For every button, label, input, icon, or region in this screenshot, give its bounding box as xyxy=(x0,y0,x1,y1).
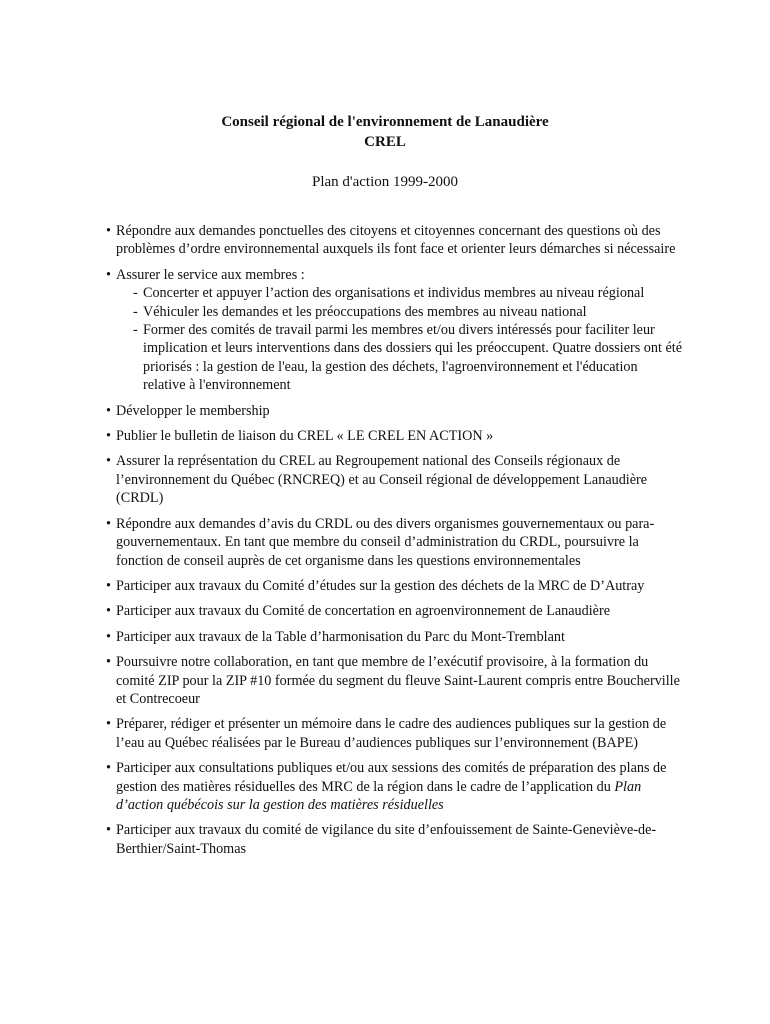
list-item-text: Poursuivre notre collaboration, en tant que membre de l’exécutif provisoire, à la formation du comité ZIP pour la ZIP #10 formée du segment du fleuve Saint-Laurent compris entre Boucherville et Contrecoeur xyxy=(116,654,680,707)
list-item-text: Participer aux travaux du Comité d’études sur la gestion des déchets de la MRC de D’Autray xyxy=(116,577,645,594)
list-item-text: Assurer le service aux membres : xyxy=(116,266,305,283)
list-item-text: Participer aux consultations publiques et/ou aux sessions des comités de préparation des plans de gestion des matières résiduelles des MRC de la région dans le cadre de l’application du xyxy=(116,760,667,795)
list-item xyxy=(106,427,682,445)
dash: - xyxy=(133,285,138,302)
list-item-text: Répondre aux demandes d’avis du CRDL ou des divers organismes gouvernementaux ou para-gouvernementaux. En tant que membre du conseil d’administration du CRDL, poursuivre la fonction de conseil auprès de cet organisme dans les questions environnementales xyxy=(116,515,655,569)
list-item xyxy=(106,266,682,395)
sublist-item xyxy=(133,284,682,302)
list-item-text: Assurer la représentation du CREL au Regroupement national des Conseils régionaux de l’environnement du Québec (RNCREQ) et au Conseil régional de développement Lanaudière (CRDL) xyxy=(116,453,648,507)
bullet: • xyxy=(106,654,111,671)
sublist-item-text: Concerter et appuyer l’action des organisations et individus membres au niveau régional xyxy=(143,285,645,302)
list-item-text: Participer aux travaux de la Table d’harmonisation du Parc du Mont-Tremblant xyxy=(116,628,565,645)
bullet: • xyxy=(106,266,111,283)
document-title-acronym: CREL xyxy=(364,134,406,150)
sublist-item xyxy=(133,303,682,321)
list-item xyxy=(106,402,682,420)
document-title: Conseil régional de l'environnement de Lanaudière xyxy=(221,114,549,130)
list-item-text: Préparer, rédiger et présenter un mémoire dans le cadre des audiences publiques sur la gestion de l’eau au Québec réalisées par le Bureau d’audiences publiques sur l’environnement (BAPE) xyxy=(116,716,667,751)
bullet: • xyxy=(106,577,111,594)
document-subtitle: Plan d'action 1999-2000 xyxy=(311,174,458,190)
list-item xyxy=(106,222,682,259)
list-item-text: Publier le bulletin de liaison du CREL « LE CREL EN ACTION » xyxy=(116,428,494,445)
list-item xyxy=(106,515,682,570)
members-service-sublist xyxy=(116,284,682,394)
plan-title-italic: Plan d’action québécois sur la gestion des matières résiduelles xyxy=(116,778,642,813)
list-item xyxy=(106,628,682,646)
list-item-text: Répondre aux demandes ponctuelles des citoyens et citoyennes concernant des questions où des problèmes d’ordre environnemental auxquels ils font face et orienter leurs démarches si nécessaire xyxy=(116,223,676,258)
bullet: • xyxy=(106,402,111,419)
bullet: • xyxy=(106,515,111,532)
action-plan-list xyxy=(106,222,682,865)
bullet: • xyxy=(106,760,111,777)
dash: - xyxy=(133,303,138,320)
bullet: • xyxy=(106,223,111,239)
list-item xyxy=(106,452,682,507)
list-item-text: Participer aux travaux du comité de vigilance du site d’enfouissement de Sainte-Geneviève-de-Berthier/Saint-Thomas xyxy=(116,822,657,857)
bullet: • xyxy=(106,822,111,839)
bullet: • xyxy=(106,716,111,733)
bullet: • xyxy=(106,428,111,445)
bullet: • xyxy=(106,628,111,645)
bullet: • xyxy=(106,603,111,620)
list-item-text: Participer aux travaux du Comité de concertation en agroenvironnement de Lanaudière xyxy=(116,603,610,620)
dash: - xyxy=(133,322,138,339)
sublist-item-text: Véhiculer les demandes et les préoccupations des membres au niveau national xyxy=(143,303,587,320)
list-item xyxy=(106,577,682,595)
list-item xyxy=(106,821,682,858)
list-item-text: Développer le membership xyxy=(116,402,270,419)
sublist-item-text: Former des comités de travail parmi les membres et/ou divers intéressés pour faciliter leur implication et leurs interventions dans des dossiers qui les préoccupent. Quatre dossiers ont été priorisés : la gestion de l'eau, la gestion des déchets, l'agroenvironnement et l'éducation relative à l'environnement xyxy=(143,322,682,394)
list-item xyxy=(106,653,682,708)
list-item xyxy=(106,715,682,752)
list-item xyxy=(106,759,682,814)
sublist-item xyxy=(133,321,682,395)
list-item xyxy=(106,602,682,620)
bullet: • xyxy=(106,453,111,470)
